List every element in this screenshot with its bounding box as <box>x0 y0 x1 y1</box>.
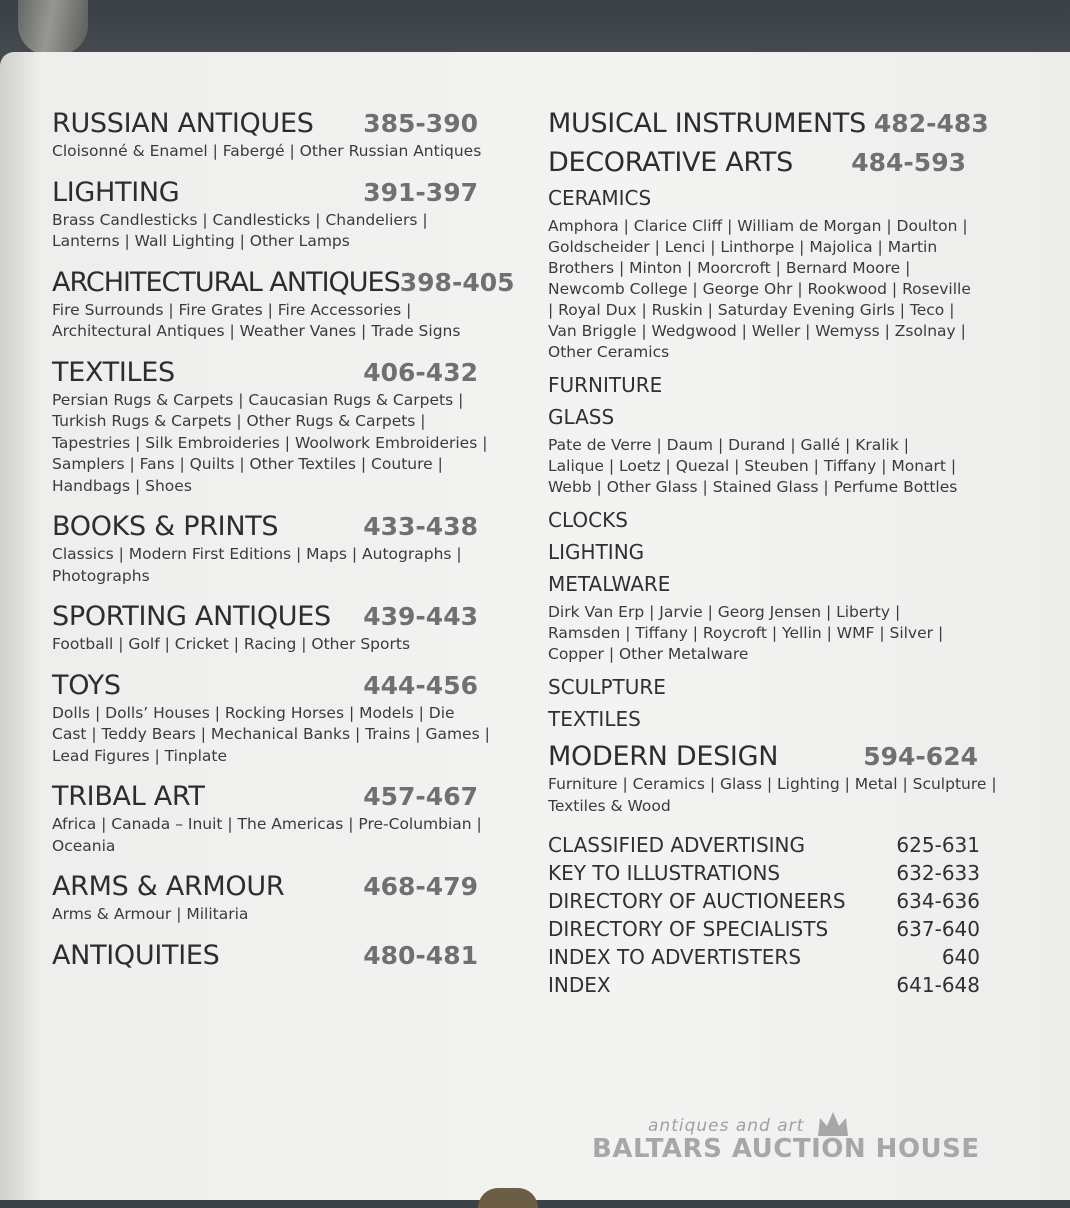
subsection-title-metalware: METALWARE <box>548 572 671 596</box>
section-pages: 468-479 <box>363 872 478 901</box>
section-items: Brass Candlesticks | Candlesticks | Chandeliers | Lanterns | Wall Lighting | Other Lamps <box>52 210 428 250</box>
subsection-title-lighting: LIGHTING <box>548 540 645 564</box>
subsection-title-furniture: FURNITURE <box>548 373 663 397</box>
back-matter-pages: 641-648 <box>896 973 980 997</box>
section-lighting <box>52 177 492 253</box>
section-items: Fire Surrounds | Fire Grates | Fire Accessories | Architectural Antiques | Weather Vanes | Trade Signs <box>52 300 461 340</box>
left-column <box>52 108 515 985</box>
subsection-items-glass: Pate de Verre | Daum | Durand | Gallé | Kralik | Lalique | Loetz | Quezal | Steuben | Tiffany | Monart | Webb | Other Glass | Stained Glass | Perfume Bottles <box>548 436 958 496</box>
back-matter-row <box>548 943 980 971</box>
section-title: SPORTING ANTIQUES <box>52 601 331 632</box>
section-russian-antiques <box>52 108 492 163</box>
auction-house-logo <box>592 1110 992 1170</box>
section-items: Cloisonné & Enamel | Fabergé | Other Russian Antiques <box>52 142 482 160</box>
background <box>0 0 1070 60</box>
section-items: Persian Rugs & Carpets | Caucasian Rugs & Carpets | Turkish Rugs & Carpets | Other Rugs & Carpets | Tapestries | Silk Embroideries | Woolwork Embroideries | Samplers | Fans | Quilts | Other Textiles | Couture | Handbags | Shoes <box>52 390 488 495</box>
subsection-items-metalware: Dirk Van Erp | Jarvie | Georg Jensen | Liberty | Ramsden | Tiffany | Roycroft | Yellin | WMF | Silver | Copper | Other Metalware <box>548 603 944 663</box>
section-pages: 406-432 <box>363 357 478 387</box>
section-title: TEXTILES <box>52 356 175 388</box>
logo-name: BALTARS AUCTION HOUSE <box>592 1134 980 1164</box>
logo-tagline: antiques and art <box>648 1116 805 1136</box>
back-matter-label: INDEX TO ADVERTISTERS <box>548 945 802 969</box>
section-tribal-art <box>52 781 492 857</box>
back-matter-list <box>548 831 1028 999</box>
section-items: Africa | Canada – Inuit | The Americas | Pre-Columbian | Oceania <box>52 815 482 855</box>
section-pages: 484-593 <box>851 148 966 177</box>
section-title: DECORATIVE ARTS <box>548 147 793 178</box>
section-items: Arms & Armour | Militaria <box>52 905 249 923</box>
catalog-page <box>0 52 1070 1200</box>
section-modern-design <box>548 741 1028 817</box>
bookmark-ribbon <box>18 0 88 55</box>
section-items: Dolls | Dolls’ Houses | Rocking Horses | Models | Die Cast | Teddy Bears | Mechanical Banks | Trains | Games | Lead Figures | Tinplate <box>52 703 490 765</box>
section-title: ARMS & ARMOUR <box>52 871 285 902</box>
back-matter-pages: 637-640 <box>896 917 980 941</box>
subsection-title-sculpture: SCULPTURE <box>548 675 666 699</box>
back-matter-label: CLASSIFIED ADVERTISING <box>548 833 805 857</box>
back-matter-row <box>548 915 980 943</box>
section-items: Classics | Modern First Editions | Maps | Autographs | Photographs <box>52 545 462 585</box>
section-title: ANTIQUITIES <box>52 939 220 971</box>
subsection-title-glass: GLASS <box>548 405 615 429</box>
section-items: Football | Golf | Cricket | Racing | Other Sports <box>52 635 411 653</box>
section-title: RUSSIAN ANTIQUES <box>52 108 314 139</box>
back-matter-row <box>548 859 980 887</box>
section-title: MODERN DESIGN <box>548 741 779 772</box>
section-items: Furniture | Ceramics | Glass | Lighting | Metal | Sculpture | Textiles & Wood <box>548 775 997 815</box>
section-antiquities <box>52 940 492 971</box>
section-title: TRIBAL ART <box>52 781 205 812</box>
section-pages: 444-456 <box>363 670 478 700</box>
back-matter-pages: 634-636 <box>896 889 980 913</box>
back-matter-pages: 640 <box>941 945 980 969</box>
back-matter-pages: 632-633 <box>896 861 980 885</box>
section-pages: 433-438 <box>363 512 478 541</box>
back-matter-pages: 625-631 <box>896 833 980 857</box>
back-matter-label: INDEX <box>548 973 611 997</box>
back-matter-row <box>548 887 980 915</box>
section-pages: 385-390 <box>363 109 478 138</box>
back-matter-row <box>548 971 980 999</box>
stone-object <box>478 1188 538 1208</box>
section-title: MUSICAL INSTRUMENTS <box>548 108 866 139</box>
section-pages: 594-624 <box>863 742 978 771</box>
subsection-title-textiles: TEXTILES <box>548 707 641 731</box>
back-matter-label: KEY TO ILLUSTRATIONS <box>548 861 781 885</box>
section-title: BOOKS & PRINTS <box>52 511 279 542</box>
subsection-items-ceramics: Amphora | Clarice Cliff | William de Morgan | Doulton | Goldscheider | Lenci | Linthorpe | Majolica | Martin Brothers | Minton | Moorcroft | Bernard Moore | Newcomb College | George Ohr | Rookwood | Roseville | Royal Dux | Ruskin | Saturday Evening Girls | Teco | Van Briggle | Wedgwood | Weller | Wemyss | Zsolnay | Other Ceramics <box>548 217 971 361</box>
section-decorative-arts <box>548 147 1028 178</box>
back-matter-row <box>548 831 980 859</box>
section-pages: 398-405 <box>399 267 515 297</box>
section-architectural-antiques <box>52 266 515 343</box>
back-matter-label: DIRECTORY OF AUCTIONEERS <box>548 889 846 913</box>
section-pages: 457-467 <box>363 782 478 811</box>
section-pages: 482-483 <box>873 109 989 138</box>
section-musical-instruments <box>548 108 1028 139</box>
section-pages: 480-481 <box>363 940 478 970</box>
section-sporting-antiques <box>52 601 492 656</box>
right-column <box>548 108 1028 999</box>
section-title: LIGHTING <box>52 176 180 208</box>
section-title: ARCHITECTURAL ANTIQUES <box>52 266 400 298</box>
section-toys <box>52 670 492 768</box>
subsection-title-ceramics: CERAMICS <box>548 186 652 210</box>
section-books-prints <box>52 511 492 587</box>
subsection-title-clocks: CLOCKS <box>548 508 628 532</box>
section-textiles <box>52 357 492 498</box>
section-title: TOYS <box>52 669 121 701</box>
section-pages: 439-443 <box>363 602 478 631</box>
back-matter-label: DIRECTORY OF SPECIALISTS <box>548 917 829 941</box>
section-arms-armour <box>52 871 492 926</box>
section-pages: 391-397 <box>363 177 478 207</box>
